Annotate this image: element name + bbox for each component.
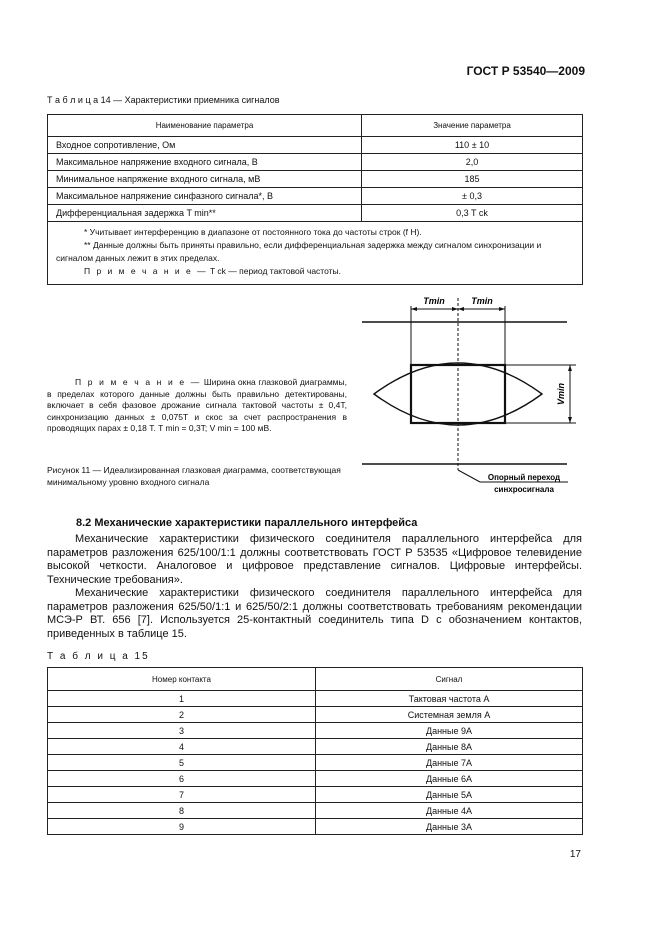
param-name: Входное сопротивление, Ом xyxy=(48,137,362,154)
table15 xyxy=(47,667,583,835)
param-value: ± 0,3 xyxy=(362,188,583,205)
param-name: Минимальное напряжение входного сигнала, мВ xyxy=(48,171,362,188)
table-row xyxy=(48,723,583,739)
vmin-label: Vmin xyxy=(556,382,566,406)
param-name: Максимальное напряжение входного сигнала, В xyxy=(48,154,362,171)
arrow-head xyxy=(568,365,572,371)
contact-number: 2 xyxy=(48,707,316,723)
arrow-head xyxy=(568,417,572,423)
reference-label-1: Опорный переход xyxy=(487,473,561,482)
contact-number: 7 xyxy=(48,787,316,803)
table-row xyxy=(48,137,583,154)
signal-name: Данные 5А xyxy=(316,787,583,803)
running-header: ГОСТ Р 53540—2009 xyxy=(466,64,585,78)
param-value: 2,0 xyxy=(362,154,583,171)
paragraph-1-text: Механические характеристики физического соединителя параллельного интерфейса для параметров разложения 625/100/1:1 должны соответствовать ГОСТ Р 53535 «Цифровое телевидение высокой четкости. Аналоговое и цифровое представление сигналов. Цифровые интерфейсы. Технические требования». xyxy=(47,533,582,586)
reference-leader xyxy=(458,470,480,482)
contact-number: 5 xyxy=(48,755,316,771)
signal-name: Данные 6А xyxy=(316,771,583,787)
table15-header-row xyxy=(48,668,583,691)
signal-name: Данные 7А xyxy=(316,755,583,771)
paragraph-2 xyxy=(47,587,582,641)
table-row xyxy=(48,755,583,771)
param-value: 110 ± 10 xyxy=(362,137,583,154)
table14-footnote-row xyxy=(48,222,583,285)
table14-note xyxy=(56,265,574,278)
table-row xyxy=(48,154,583,171)
tmin-left-label: Tmin xyxy=(423,296,445,306)
footnote-2: ** Данные должны быть приняты правильно, если дифференциальная задержка между сигналом синхронизации и сигналом данных лежит в этих пределах. xyxy=(56,240,542,263)
table14-header-row xyxy=(48,115,583,137)
table-row xyxy=(48,707,583,723)
figure11-note xyxy=(47,377,347,435)
contact-number: 9 xyxy=(48,819,316,835)
tmin-right-label: Tmin xyxy=(471,296,493,306)
contact-number: 4 xyxy=(48,739,316,755)
table-row xyxy=(48,771,583,787)
eye-diagram xyxy=(352,292,592,497)
table-row xyxy=(48,691,583,707)
table15-caption: Т а б л и ц а 15 xyxy=(47,651,150,662)
param-value: 0,3 T ck xyxy=(362,205,583,222)
arrow-head xyxy=(411,307,417,311)
figure11-note-text: Ширина окна глазковой диаграммы, в пределах которого данные должны быть правильно детектированы, включает в себя фазовое дрожание сигнала тактовой частоты ± 0,4T, синхронизацию данных ± 0,075T и скос за счет распространения в проводящих парах ± 0,18 T. T min = 0,3T; V min = 100 мВ. xyxy=(47,377,347,433)
note-prefix: П р и м е ч а н и е — xyxy=(84,266,208,276)
contact-number: 8 xyxy=(48,803,316,819)
table-row xyxy=(48,171,583,188)
arrow-head xyxy=(458,307,464,311)
table14-footnotes xyxy=(48,222,583,285)
reference-label-2: синхросигнала xyxy=(494,485,554,494)
signal-name: Тактовая частота А xyxy=(316,691,583,707)
table14 xyxy=(47,114,583,285)
table14-caption-text: 14 — Характеристики приемника сигналов xyxy=(100,95,280,105)
signal-name: Данные 8А xyxy=(316,739,583,755)
table15-col-signal: Сигнал xyxy=(316,668,583,691)
contact-number: 6 xyxy=(48,771,316,787)
paragraph-1 xyxy=(47,533,582,587)
contact-number: 1 xyxy=(48,691,316,707)
figure11-note-prefix: П р и м е ч а н и е — xyxy=(75,377,202,387)
footnote-1: * Учитывает интерференцию в диапазоне от постоянного тока до частоты строк (f H). xyxy=(84,227,422,237)
param-value: 185 xyxy=(362,171,583,188)
table-row xyxy=(48,205,583,222)
arrow-head xyxy=(499,307,505,311)
section-heading: 8.2 Механические характеристики параллельного интерфейса xyxy=(76,517,418,529)
page-number: 17 xyxy=(569,849,581,860)
param-name: Максимальное напряжение синфазного сигнала*, В xyxy=(48,188,362,205)
table14-col-param: Наименование параметра xyxy=(48,115,362,137)
contact-number: 3 xyxy=(48,723,316,739)
table-row xyxy=(48,787,583,803)
signal-name: Системная земля А xyxy=(316,707,583,723)
table-row xyxy=(48,803,583,819)
table-row xyxy=(48,819,583,835)
table14-col-value: Значение параметра xyxy=(362,115,583,137)
note-text: T ck — период тактовой частоты. xyxy=(209,266,342,276)
arrow-head xyxy=(452,307,458,311)
signal-name: Данные 3А xyxy=(316,819,583,835)
figure11-caption: Рисунок 11 — Идеализированная глазковая диаграмма, соответствующая минимальному уровню входного сигнала xyxy=(47,465,341,487)
paragraph-2-text: Механические характеристики физического соединителя параллельного интерфейса для параметров разложения 625/50/1:1 и 625/50/2:1 должны соответствовать требованиям рекомендации МСЭ-Р ВТ. 656 [7]. Используется 25-контактный соединитель типа D с обозначением контактов, приведенных в таблице 15. xyxy=(47,587,582,640)
param-name: Дифференциальная задержка T min** xyxy=(48,205,362,222)
table-row xyxy=(48,739,583,755)
table-row xyxy=(48,188,583,205)
table14-caption-prefix: Т а б л и ц а xyxy=(47,95,99,105)
signal-name: Данные 9А xyxy=(316,723,583,739)
table15-col-contact: Номер контакта xyxy=(48,668,316,691)
table14-caption xyxy=(47,95,280,105)
signal-name: Данные 4А xyxy=(316,803,583,819)
